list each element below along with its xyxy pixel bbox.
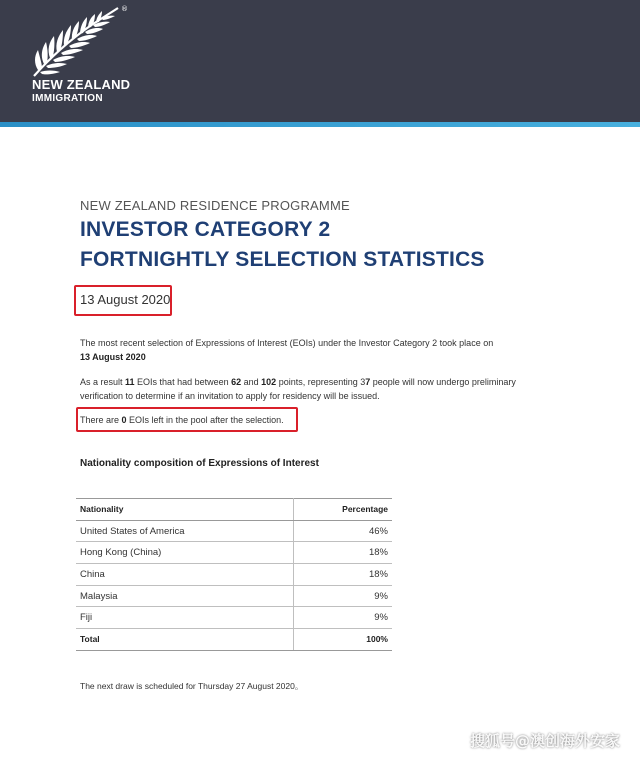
cell-nationality: Hong Kong (China) [76, 542, 293, 564]
cell-percentage: 9% [293, 607, 392, 629]
total-label: Total [76, 629, 293, 651]
nationality-table [76, 498, 392, 651]
result-paragraph [80, 375, 550, 403]
table-total-row [76, 629, 392, 651]
brand-name-line1: NEW ZEALAND [32, 77, 131, 92]
result-text-3: and [241, 377, 262, 387]
page-title-line2: FORTNIGHTLY SELECTION STATISTICS [80, 248, 485, 271]
selection-paragraph [80, 336, 500, 364]
table-row [76, 607, 392, 629]
cell-percentage: 18% [293, 564, 392, 586]
programme-label: NEW ZEALAND RESIDENCE PROGRAMME [80, 198, 350, 213]
max-points: 102 [261, 377, 277, 387]
table-heading: Nationality composition of Expressions of Interest [80, 458, 319, 469]
result-text-5: people will now undergo preliminary verification to determine if an invitation to apply for residency will be issued. [80, 377, 516, 401]
pool-count: 0 [121, 415, 127, 425]
selection-text: The most recent selection of Expressions of Interest (EOIs) under the Investor Category 2 took place on [80, 338, 494, 348]
next-draw-note: The next draw is scheduled for Thursday 27 August 2020。 [80, 681, 304, 691]
result-text-4: points, representing 3 [276, 377, 366, 387]
total-percentage: 100% [293, 629, 392, 651]
selection-date: 13 August 2020 [80, 292, 171, 307]
brand-name-line2: IMMIGRATION [32, 93, 103, 104]
cell-nationality: United States of America [76, 520, 293, 542]
table-row [76, 542, 392, 564]
pool-text-2: EOIs left in the pool after the selection. [126, 415, 284, 425]
silver-fern-icon [30, 6, 122, 78]
result-text-2: EOIs that had between [134, 377, 232, 387]
table-header-row [76, 499, 392, 521]
selection-date-bold: 13 August 2020 [80, 352, 146, 362]
cell-percentage: 46% [293, 520, 392, 542]
cell-nationality: Malaysia [76, 585, 293, 607]
cell-nationality: China [76, 564, 293, 586]
pool-paragraph [80, 413, 284, 427]
cell-nationality: Fiji [76, 607, 293, 629]
header-accent-stripe [0, 122, 640, 127]
watermark: 搜狐号@澳创海外安家 [470, 732, 621, 750]
result-text-1: As a result [80, 377, 126, 387]
table-row [76, 520, 392, 542]
table-row [76, 564, 392, 586]
registered-mark: ® [121, 5, 128, 13]
people-count-digit: 7 [365, 377, 371, 387]
min-points: 62 [231, 377, 242, 387]
header-percentage: Percentage [293, 499, 392, 521]
cell-percentage: 18% [293, 542, 392, 564]
header-banner [0, 0, 640, 122]
pool-text-1: There are [80, 415, 122, 425]
page-title-line1: INVESTOR CATEGORY 2 [80, 218, 331, 241]
eoi-count: 11 [125, 377, 135, 387]
header-nationality: Nationality [76, 499, 293, 521]
table-row [76, 585, 392, 607]
cell-percentage: 9% [293, 585, 392, 607]
